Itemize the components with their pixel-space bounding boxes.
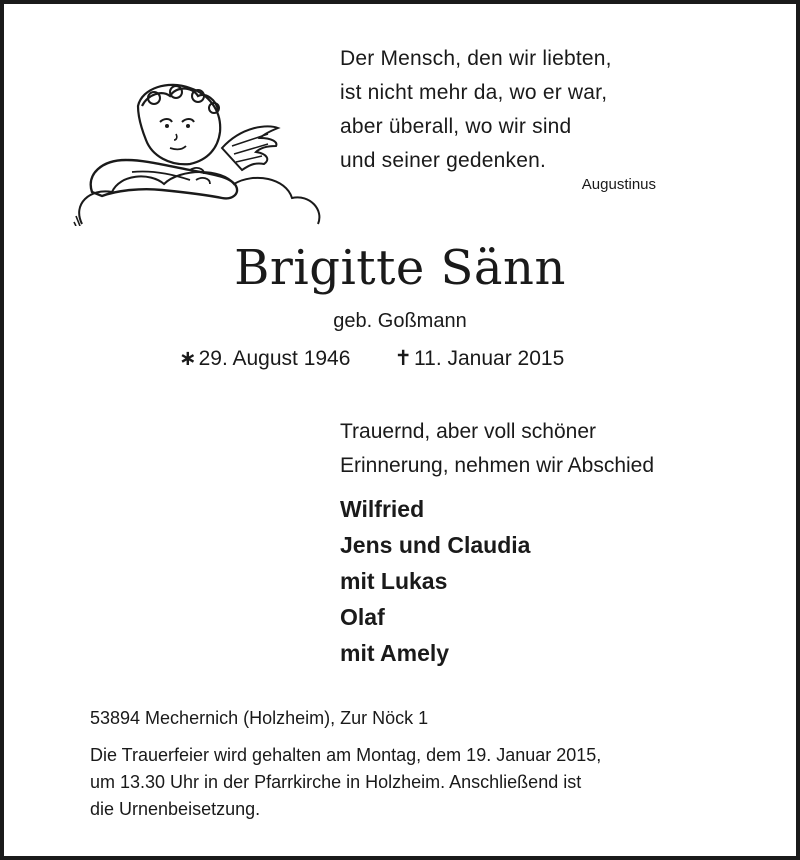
mourner-name: Olaf (340, 604, 385, 630)
quote-line: und seiner gedenken. (340, 149, 546, 172)
ceremony-line: Die Trauerfeier wird gehalten am Montag, dem 19. Januar 2015, (90, 745, 602, 765)
quote-line: Der Mensch, den wir liebten, (340, 47, 612, 70)
birth-date: 29. August 1946 (198, 347, 351, 370)
mourner-name: Jens und Claudia (340, 532, 531, 558)
farewell-text (340, 415, 654, 483)
deceased-name: Brigitte Sänn (234, 240, 566, 296)
ceremony-info (90, 742, 601, 823)
maiden-name: geb. Goßmann (333, 310, 467, 332)
quote-line: aber überall, wo wir sind (340, 115, 572, 138)
death-date: 11. Januar 2015 (414, 347, 565, 370)
quote-author: Augustinus (581, 176, 656, 193)
death-cross-icon: ✝ (394, 347, 413, 370)
mourner-name: Wilfried (340, 496, 425, 522)
mourner-name: mit Amely (340, 640, 450, 666)
ceremony-line: um 13.30 Uhr in der Pfarrkirche in Holzheim. Anschließend ist (90, 772, 582, 792)
mourners-list (340, 491, 530, 671)
memorial-quote (340, 42, 612, 178)
mourner-name: mit Lukas (340, 568, 448, 594)
birth-star-icon: ∗ (179, 347, 197, 370)
ceremony-line: die Urnenbeisetzung. (90, 799, 261, 819)
farewell-line: Trauernd, aber voll schöner (340, 420, 597, 443)
cherub-angel-icon (72, 76, 332, 226)
life-dates (179, 346, 564, 371)
farewell-line: Erinnerung, nehmen wir Abschied (340, 454, 655, 477)
quote-line: ist nicht mehr da, wo er war, (340, 81, 608, 104)
family-address: 53894 Mechernich (Holzheim), Zur Nöck 1 (90, 708, 429, 728)
